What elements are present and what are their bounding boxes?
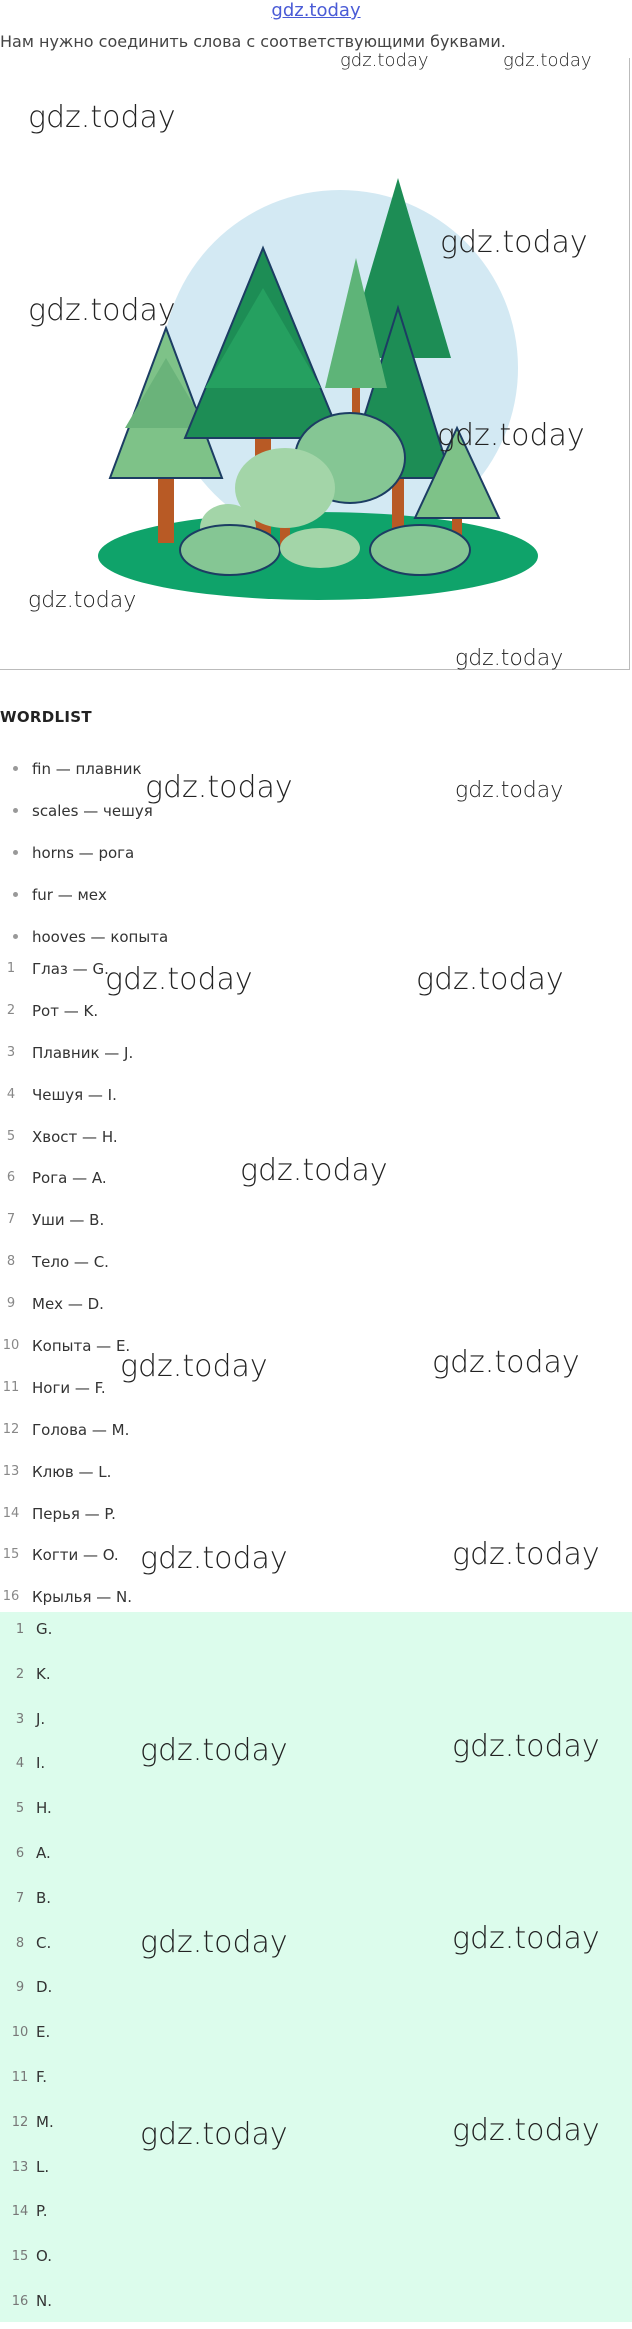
illustration-frame: [0, 58, 630, 670]
match-text: Рот — K.: [32, 1001, 99, 1020]
match-text: Уши — B.: [32, 1211, 105, 1230]
match-row: [0, 1167, 632, 1209]
answer-row: [0, 1702, 632, 1747]
answer-row: [0, 2105, 632, 2150]
answer-text: D.: [36, 1978, 53, 1997]
wordlist-entry: fur — мех: [32, 886, 107, 904]
row-number: 12: [11, 2114, 29, 2130]
match-text: Крылья — N.: [32, 1588, 132, 1607]
row-number: 8: [6, 1254, 16, 1270]
list-item: [0, 832, 632, 874]
row-number: 13: [2, 1463, 20, 1479]
watermark: gdz.today: [437, 418, 585, 453]
answer-list: [0, 1612, 632, 2322]
row-number: 16: [2, 1589, 20, 1605]
row-number: 6: [15, 1845, 25, 1861]
watermark: gdz.today: [140, 1925, 288, 1960]
match-row: [0, 1126, 632, 1168]
answer-row: [0, 1881, 632, 1926]
answer-text: L.: [36, 2157, 50, 2176]
watermark: gdz.today: [28, 293, 176, 328]
bullet-dot: [13, 850, 18, 855]
row-number: 14: [11, 2204, 29, 2220]
answer-text: E.: [36, 2023, 51, 2042]
match-row: [0, 1293, 632, 1335]
answer-text: A.: [36, 1843, 51, 1862]
match-text: Рога — A.: [32, 1169, 107, 1188]
match-row: [0, 1503, 632, 1545]
wordlist-entry: scales — чешуя: [32, 802, 153, 820]
answer-row: [0, 1746, 632, 1791]
watermark: gdz.today: [120, 1349, 268, 1384]
row-number: 14: [2, 1505, 20, 1521]
match-row: [0, 1000, 632, 1042]
match-text: Голова — M.: [32, 1420, 130, 1439]
wordlist-entry: horns — рога: [32, 844, 135, 862]
row-number: 6: [6, 1170, 16, 1186]
bullet-dot: [13, 766, 18, 771]
wordlist: [0, 748, 632, 958]
watermark: gdz.today: [140, 2117, 288, 2152]
row-number: 7: [6, 1212, 16, 1228]
answer-text: G.: [36, 1620, 53, 1638]
row-number: 2: [15, 1666, 25, 1682]
row-number: 4: [6, 1086, 16, 1102]
answer-row: [0, 1926, 632, 1971]
watermark: gdz.today: [455, 778, 564, 803]
bullet-dot: [13, 892, 18, 897]
answer-row: [0, 2194, 632, 2239]
answer-row: [0, 2060, 632, 2105]
site-link[interactable]: gdz.today: [271, 0, 361, 21]
list-item: [0, 790, 632, 832]
row-number: 16: [11, 2293, 29, 2309]
list-item: [0, 916, 632, 958]
answer-text: M.: [36, 2112, 54, 2131]
match-text: Перья — P.: [32, 1504, 116, 1523]
watermark: gdz.today: [432, 1345, 580, 1380]
row-number: 5: [15, 1801, 25, 1817]
row-number: 7: [15, 1890, 25, 1906]
answer-text: C.: [36, 1933, 52, 1952]
answer-text: J.: [36, 1709, 46, 1728]
answer-row: [0, 1612, 632, 1657]
watermark: gdz.today: [240, 1153, 388, 1188]
watermark: gdz.today: [140, 1541, 288, 1576]
row-number: 1: [6, 961, 16, 976]
answer-text: B.: [36, 1888, 52, 1907]
match-text: Мех — D.: [32, 1295, 104, 1314]
bullet-dot: [13, 808, 18, 813]
match-text: Глаз — G.: [32, 960, 109, 978]
row-number: 2: [6, 1002, 16, 1018]
match-row: [0, 1042, 632, 1084]
list-item: [0, 748, 632, 790]
answer-row: [0, 2284, 632, 2329]
match-text: Хвост — H.: [32, 1127, 118, 1146]
answer-row: [0, 2150, 632, 2195]
row-number: 9: [6, 1296, 16, 1312]
row-number: 12: [2, 1421, 20, 1437]
list-item: [0, 874, 632, 916]
row-number: 3: [15, 1711, 25, 1727]
watermark: gdz.today: [455, 646, 564, 671]
watermark: gdz.today: [28, 100, 176, 135]
row-number: 10: [11, 2025, 29, 2041]
watermark: gdz.today: [416, 962, 564, 997]
watermark: gdz.today: [440, 225, 588, 260]
answer-row: [0, 1791, 632, 1836]
watermark: gdz.today: [452, 2113, 600, 2148]
match-row: [0, 958, 632, 1000]
answer-text: P.: [36, 2202, 48, 2221]
match-row: [0, 1461, 632, 1503]
answer-row: [0, 2015, 632, 2060]
match-row: [0, 1084, 632, 1126]
match-text: Копыта — E.: [32, 1337, 131, 1356]
answer-text: O.: [36, 2247, 52, 2266]
match-row: [0, 1335, 632, 1377]
match-row: [0, 1209, 632, 1251]
match-text: Чешуя — I.: [32, 1085, 117, 1104]
row-number: 11: [11, 2069, 29, 2085]
watermark: gdz.today: [28, 588, 137, 613]
row-number: 15: [2, 1547, 20, 1563]
row-number: 10: [2, 1338, 20, 1354]
wordlist-entry: fin — плавник: [32, 760, 142, 778]
watermark: gdz.today: [452, 1921, 600, 1956]
match-row: [0, 1544, 632, 1586]
answer-text: K.: [36, 1664, 51, 1683]
row-number: 4: [15, 1756, 25, 1772]
match-text: Плавник — J.: [32, 1043, 134, 1062]
row-number: 11: [2, 1379, 20, 1395]
row-number: 8: [15, 1935, 25, 1951]
answer-text: H.: [36, 1799, 52, 1818]
watermark: gdz.today: [140, 1733, 288, 1768]
match-row: [0, 1251, 632, 1293]
match-text: Тело — C.: [32, 1253, 109, 1272]
answer-text: F.: [36, 2067, 47, 2086]
answer-row: [0, 1970, 632, 2015]
task-instruction: Нам нужно соединить слова с соответствующими буквами.: [0, 32, 506, 51]
watermark: gdz.today: [105, 962, 253, 997]
match-list: [0, 958, 632, 1628]
answer-row: [0, 1657, 632, 1702]
row-number: 5: [6, 1128, 16, 1144]
row-number: 15: [11, 2249, 29, 2265]
match-text: Ноги — F.: [32, 1378, 106, 1397]
match-row: [0, 1419, 632, 1461]
watermark: gdz.today: [452, 1537, 600, 1572]
row-number: 9: [15, 1980, 25, 1996]
answer-text: I.: [36, 1754, 46, 1773]
watermark: gdz.today: [145, 770, 293, 805]
wordlist-entry: hooves — копыта: [32, 928, 169, 946]
wordlist-title: WORDLIST: [0, 708, 92, 726]
forest-illustration: [0, 58, 630, 670]
answer-text: N.: [36, 2291, 52, 2310]
watermark: gdz.today: [452, 1729, 600, 1764]
watermark: gdz.today: [340, 50, 429, 71]
bullet-dot: [13, 934, 18, 939]
match-text: Когти — O.: [32, 1546, 119, 1565]
row-number: 13: [11, 2159, 29, 2175]
match-row: [0, 1377, 632, 1419]
answer-row: [0, 2239, 632, 2284]
row-number: 1: [15, 1622, 25, 1637]
answer-row: [0, 1836, 632, 1881]
match-text: Клюв — L.: [32, 1462, 112, 1481]
watermark: gdz.today: [503, 50, 592, 71]
row-number: 3: [6, 1044, 16, 1060]
